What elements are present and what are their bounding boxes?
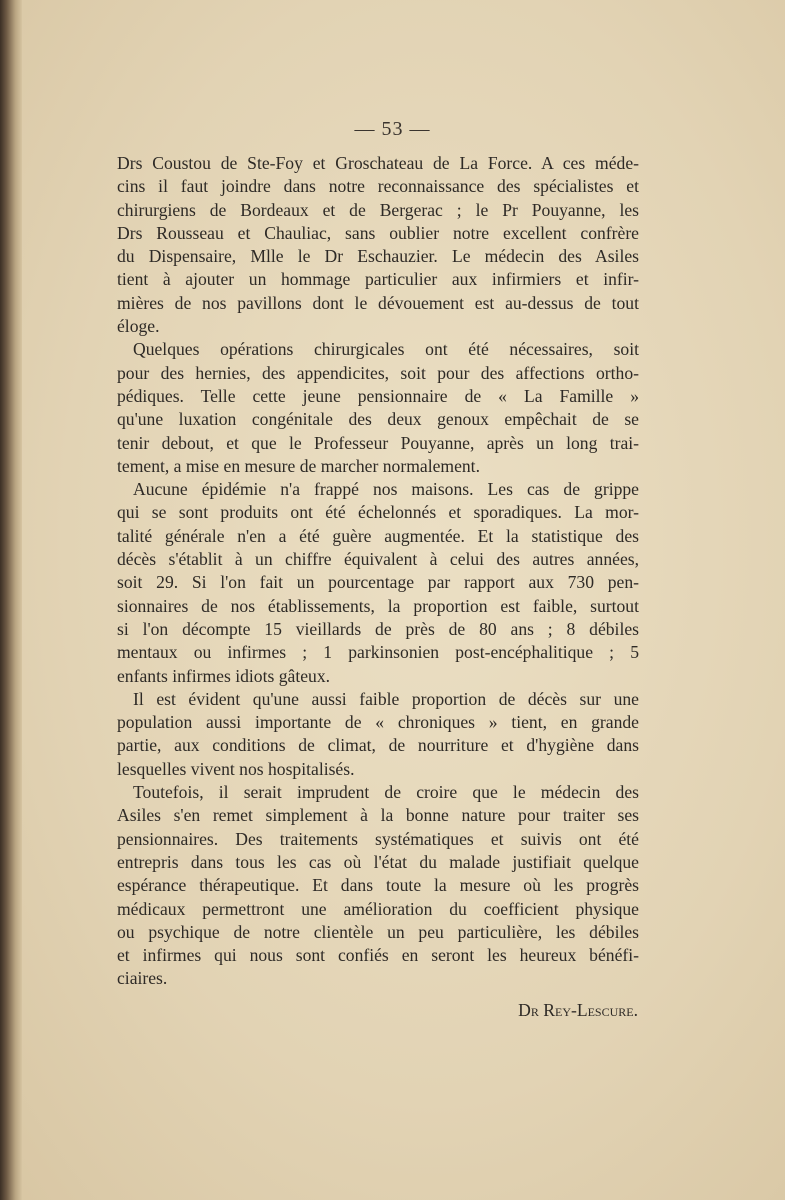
text-line: soit 29. Si l'on fait un pourcentage par rapport aux 730 pen- bbox=[117, 572, 639, 593]
text-line: ciaires. bbox=[117, 968, 168, 989]
text-line: lesquelles vivent nos hospitalisés. bbox=[117, 758, 355, 779]
text-line: Asiles s'en remet simplement à la bonne nature pour traiter ses bbox=[117, 805, 639, 826]
text-line: qu'une luxation congénitale des deux genoux empêchait de se bbox=[117, 409, 639, 430]
text-line: Toutefois, il serait imprudent de croire que le médecin des bbox=[133, 782, 639, 803]
body-text bbox=[117, 152, 639, 991]
text-line: du Dispensaire, Mlle le Dr Eschauzier. Le médecin des Asiles bbox=[117, 246, 639, 267]
signature: Dr Rey-Lescure. bbox=[518, 1000, 638, 1020]
text-line: sionnaires de nos établissements, la proportion est faible, surtout bbox=[117, 595, 639, 616]
paragraph bbox=[117, 688, 639, 781]
text-line: mentaux ou infirmes ; 1 parkinsonien post-encéphalitique ; 5 bbox=[117, 642, 639, 663]
page-number: — 53 — bbox=[354, 118, 431, 140]
text-line: entrepris dans tous les cas où l'état du malade justifiait quelque bbox=[117, 851, 639, 872]
text-line: éloge. bbox=[117, 316, 160, 337]
text-line: Drs Rousseau et Chauliac, sans oublier notre excellent confrère bbox=[117, 222, 639, 243]
text-line: enfants infirmes idiots gâteux. bbox=[117, 665, 331, 686]
text-line: décès s'établit à un chiffre équivalent à celui des autres années, bbox=[117, 549, 639, 570]
text-line: talité générale n'en a été guère augmentée. Et la statistique des bbox=[117, 525, 639, 546]
text-line: Drs Coustou de Ste-Foy et Groschateau de La Force. A ces méde- bbox=[117, 153, 639, 173]
text-line: tement, a mise en mesure de marcher normalement. bbox=[117, 455, 480, 476]
text-line: ou psychique de notre clientèle un peu particulière, les débiles bbox=[117, 921, 639, 942]
text-line: Quelques opérations chirurgicales ont été nécessaires, soit bbox=[133, 339, 639, 360]
text-line: pensionnaires. Des traitements systématiques et suivis ont été bbox=[117, 828, 639, 849]
text-line: qui se sont produits ont été échelonnés et sporadiques. La mor- bbox=[117, 502, 639, 523]
text-line: tient à ajouter un hommage particulier aux infirmiers et infir- bbox=[117, 269, 639, 290]
text-line: médicaux permettront une amélioration du coefficient physique bbox=[117, 898, 639, 919]
text-line: pédiques. Telle cette jeune pensionnaire de « La Famille » bbox=[117, 385, 639, 406]
text-line: cins il faut joindre dans notre reconnaissance des spécialistes et bbox=[117, 176, 639, 197]
paragraph bbox=[117, 781, 639, 991]
text-line: espérance thérapeutique. Et dans toute la mesure où les progrès bbox=[117, 875, 639, 896]
paragraph bbox=[117, 478, 639, 688]
text-line: et infirmes qui nous sont confiés en seront les heureux bénéfi- bbox=[117, 945, 639, 966]
text-line: population aussi importante de « chroniques » tient, en grande bbox=[117, 712, 639, 733]
text-line: mières de nos pavillons dont le dévouement est au-dessus de tout bbox=[117, 292, 639, 313]
paragraph bbox=[117, 152, 639, 338]
text-line: Il est évident qu'une aussi faible proportion de décès sur une bbox=[133, 688, 639, 709]
text-line: si l'on décompte 15 vieillards de près de 80 ans ; 8 débiles bbox=[117, 618, 639, 639]
text-line: partie, aux conditions de climat, de nourriture et d'hygiène dans bbox=[117, 735, 639, 756]
text-line: Aucune épidémie n'a frappé nos maisons. Les cas de grippe bbox=[133, 479, 639, 500]
text-line: tenir debout, et que le Professeur Pouyanne, après un long trai- bbox=[117, 432, 639, 453]
text-line: pour des hernies, des appendicites, soit pour des affections ortho- bbox=[117, 362, 639, 383]
text-line: chirurgiens de Bordeaux et de Bergerac ; le Pr Pouyanne, les bbox=[117, 199, 639, 220]
paragraph bbox=[117, 338, 639, 478]
